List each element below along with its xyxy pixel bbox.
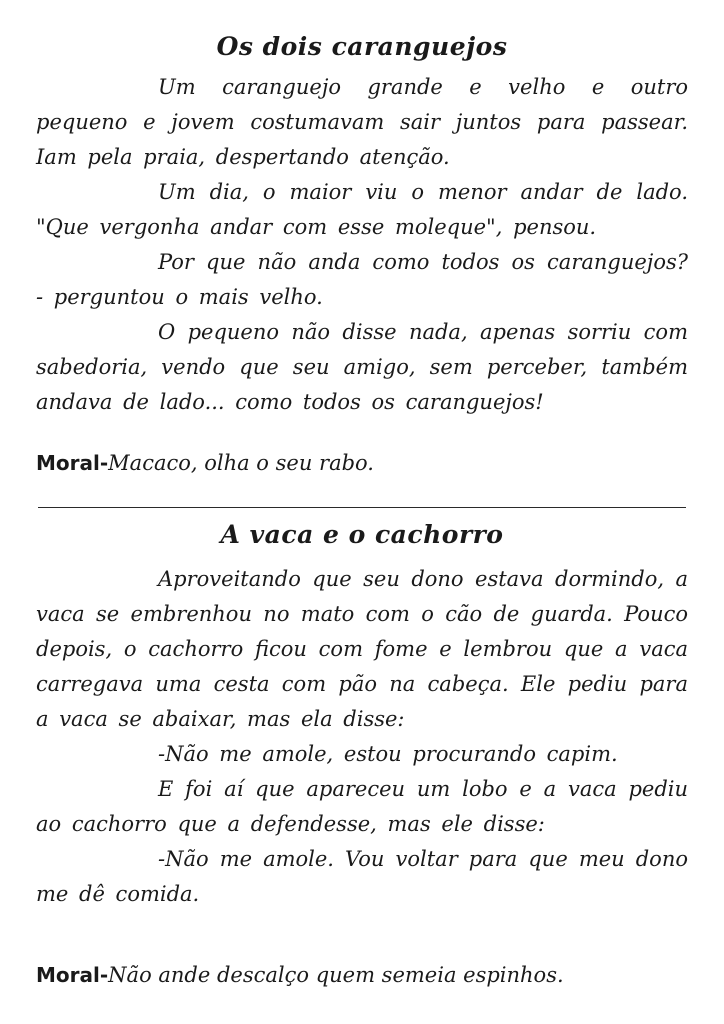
story-section-vaca-cachorro (36, 518, 688, 993)
story-paragraph: -Não me amole, estou procurando capim. (158, 742, 618, 766)
story-paragraph: Um dia, o maior viu o menor andar de lado. "Que vergonha andar com esse moleque", pensou. (36, 180, 688, 239)
story-paragraph: Aproveitando que seu dono estava dormindo, a vaca se embrenhou no mato com o cão de guarda. Pouco depois, o cachorro ficou com fome e lembrou que a vaca carregava uma cesta com pão na cabeça. Ele pediu para a vaca se abaixar, mas ela disse: (36, 567, 688, 731)
story-paragraph: -Não me amole. Vou voltar para que meu dono me dê comida. (36, 847, 688, 906)
story-paragraph: Um caranguejo grande e velho e outro pequeno e jovem costumavam sair juntos para passear. Iam pela praia, despertando atenção. (36, 75, 688, 169)
moral-label: Moral- (36, 451, 109, 475)
section-divider (38, 507, 686, 508)
story-section-caranguejos (36, 30, 688, 481)
story-paragraph: O pequeno não disse nada, apenas sorriu com sabedoria, vendo que seu amigo, sem perceber, também andava de lado... como todos os caranguejos! (36, 320, 688, 414)
story-paragraph: E foi aí que apareceu um lobo e a vaca pediu ao cachorro que a defendesse, mas ele disse: (36, 777, 688, 836)
moral-line (36, 446, 688, 481)
story-title: A vaca e o cachorro (220, 520, 504, 549)
story-title: Os dois caranguejos (216, 32, 508, 61)
story-body (36, 70, 688, 420)
moral-text: Não ande descalço quem semeia espinhos. (108, 963, 564, 987)
moral-text: Macaco, olha o seu rabo. (108, 451, 374, 475)
story-paragraph: Por que não anda como todos os caranguejos? - perguntou o mais velho. (36, 250, 688, 309)
moral-line (36, 958, 688, 993)
moral-label: Moral- (36, 963, 109, 987)
story-body (36, 562, 688, 912)
